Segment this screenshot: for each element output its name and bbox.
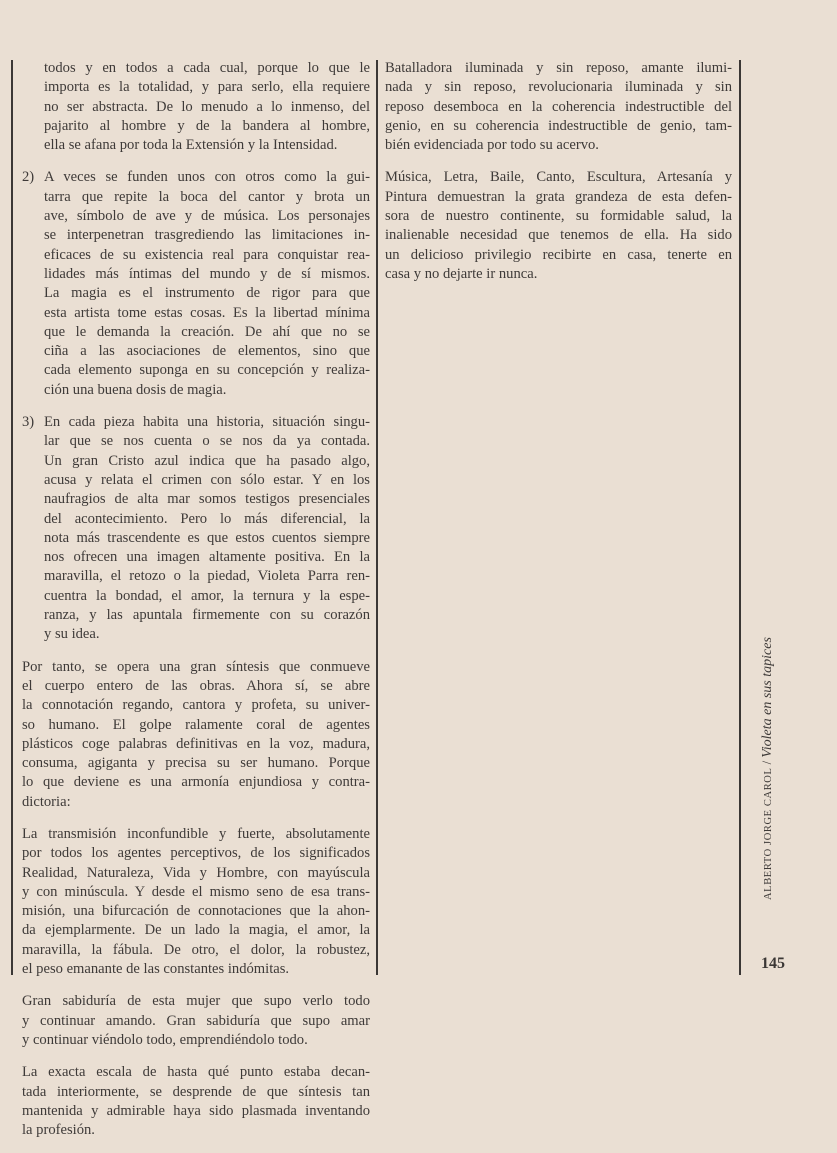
text-line: lar que se nos cuenta o se nos da ya contada. — [44, 433, 370, 450]
body-paragraph — [22, 658, 370, 812]
text-line: el cuerpo entero de las obras. Ahora sí, se abre — [22, 677, 370, 694]
text-line: eficaces de su existencia real para conquistar rea- — [44, 246, 370, 263]
text-line: y continuar viéndolo todo, emprendiéndolo todo. — [22, 1031, 308, 1048]
text-line: importa es la totalidad, y para serlo, ella requiere — [44, 79, 370, 96]
text-line: La exacta escala de hasta qué punto estaba decan- — [22, 1064, 370, 1081]
text-line: ciña a las asociaciones de elementos, sino que — [44, 343, 370, 360]
text-line: esta artista tome estas cosas. Es la libertad mínima — [44, 304, 370, 321]
text-line: Batalladora iluminada y sin reposo, amante ilumi- — [385, 60, 732, 76]
running-head-title: Violeta en sus tapices — [760, 637, 775, 758]
body-paragraph — [22, 1063, 370, 1140]
text-line: nada y sin reposo, revolucionaria iluminada y sin — [385, 79, 732, 96]
text-line: misión, una bifurcación de connotaciones que la ahon- — [22, 903, 370, 920]
text-line: Gran sabiduría de esta mujer que supo verlo todo — [22, 993, 370, 1010]
text-line: el peso emanante de las constantes indómitas. — [22, 961, 290, 978]
text-line: cada elemento suponga en su concepción y realiza- — [44, 362, 370, 379]
text-line: naufragios de alta mar somos testigos presenciales — [44, 491, 370, 508]
text-line: Realidad, Naturaleza, Vida y Hombre, con mayúscula — [22, 864, 370, 881]
text-line: ranza, y las apuntala firmemente con su corazón — [44, 607, 370, 624]
item-number: 3) — [22, 414, 35, 431]
text-line: A veces se funden unos con otros como la gui- — [44, 169, 370, 186]
text-line: que le demanda la creación. De ahí que no se — [44, 323, 370, 340]
running-head-author: ALBERTO JORGE CAROL — [763, 767, 774, 900]
running-head-separator: / — [760, 757, 774, 768]
text-line: La magia es el instrumento de rigor para que — [44, 285, 370, 302]
text-line: y continuar amando. Gran sabiduría que supo amar — [22, 1012, 370, 1029]
running-head — [760, 637, 776, 900]
column-rule-left — [11, 60, 13, 975]
text-line: ave, símbolo de ave y de música. Los personajes — [44, 208, 370, 225]
item-number: 2) — [22, 169, 35, 186]
text-line: casa y no dejarte ir nunca. — [385, 265, 538, 282]
body-paragraph — [385, 59, 732, 155]
intro-paragraph — [22, 59, 370, 155]
text-line: cuentra la bondad, el amor, la ternura y la espe- — [44, 587, 370, 604]
text-line: se interpenetran trasgrediendo las limitaciones in- — [44, 227, 370, 244]
text-line: genio, en su coherencia indestructible de genio, tam- — [385, 117, 732, 134]
text-line: dictoria: — [22, 793, 71, 810]
text-line: y su idea. — [44, 626, 100, 643]
text-line: lidades más íntimas del mundo y de sí mismos. — [44, 265, 370, 282]
text-line: maravilla, la fábula. De otro, el dolor, la robustez, — [22, 941, 370, 958]
text-line: mantenida y admirable haya sido plasmada inventando — [22, 1102, 370, 1119]
text-line: lo que deviene es una armonía enjundiosa y contra- — [22, 774, 370, 791]
text-line: Pintura demuestran la grata grandeza de esta defen- — [385, 188, 732, 205]
text-line: ción una buena dosis de magia. — [44, 381, 227, 398]
text-line: sora de nuestro continente, su formidable salud, la — [385, 208, 732, 225]
text-line: inalienable necesidad que tenemos de ella. Ha sido — [385, 227, 732, 244]
text-line: un delicioso privilegio recibirte en casa, tenerte en — [385, 246, 732, 263]
column-rule-middle — [376, 60, 378, 975]
numbered-item — [22, 168, 370, 400]
numbered-item — [22, 413, 370, 645]
text-line: Un gran Cristo azul indica que ha pasado algo, — [44, 452, 370, 469]
text-line: acusa y relata el crimen con sólo estar. Y en los — [44, 471, 370, 488]
text-line: nos ofrecen una imagen altamente positiva. En la — [44, 549, 370, 566]
text-line: Música, Letra, Baile, Canto, Escultura, Artesanía y — [385, 169, 732, 186]
column-rule-right — [739, 60, 741, 975]
text-line: maravilla, el retozo o la piedad, Violeta Parra ren- — [44, 568, 370, 585]
text-line: todos y en todos a cada cual, porque lo que le — [44, 60, 370, 76]
text-line: La transmisión inconfundible y fuerte, absolutamente — [22, 825, 370, 842]
text-line: Por tanto, se opera una gran síntesis que conmueve — [22, 658, 370, 675]
text-line: tada interiormente, se desprende de que síntesis tan — [22, 1083, 370, 1100]
text-line: por todos los agentes perceptivos, de los significados — [22, 845, 370, 862]
text-line: plásticos coge palabras definitivas en la voz, madura, — [22, 735, 370, 752]
text-line: la connotación regando, cantora y profeta, su univer- — [22, 697, 370, 714]
text-line: pajarito al hombre y de la bandera al hombre, — [44, 117, 370, 134]
text-line: so humano. El golpe ralamente coral de agentes — [22, 716, 370, 733]
text-line: bién evidenciada por todo su acervo. — [385, 137, 599, 154]
text-line: consuma, agiganta y precisa su ser humano. Porque — [22, 755, 370, 772]
text-line: no ser abstracta. De lo menudo a lo inmenso, del — [44, 98, 370, 115]
body-paragraph — [385, 168, 732, 284]
text-line: da ejemplarmente. De un lado la magia, el amor, la — [22, 922, 370, 939]
left-column — [22, 59, 370, 1153]
page-number: 145 — [761, 955, 785, 972]
right-column — [385, 59, 732, 297]
text-line: reposo desemboca en la coherencia indestructible del — [385, 98, 732, 115]
text-line: y con minúscula. Y desde el mismo seno de esa trans- — [22, 883, 370, 900]
text-line: ella se afana por toda la Extensión y la Intensidad. — [44, 137, 338, 154]
body-paragraph — [22, 825, 370, 979]
text-line: la profesión. — [22, 1122, 95, 1139]
text-line: En cada pieza habita una historia, situación singu- — [44, 414, 370, 431]
text-line: nota más trascendente es que estos cuentos siempre — [44, 529, 370, 546]
body-paragraph — [22, 992, 370, 1050]
text-line: del acontecimiento. Pero lo más diferencial, la — [44, 510, 370, 527]
text-line: tarra que repite la boca del cantor y brota un — [44, 188, 370, 205]
